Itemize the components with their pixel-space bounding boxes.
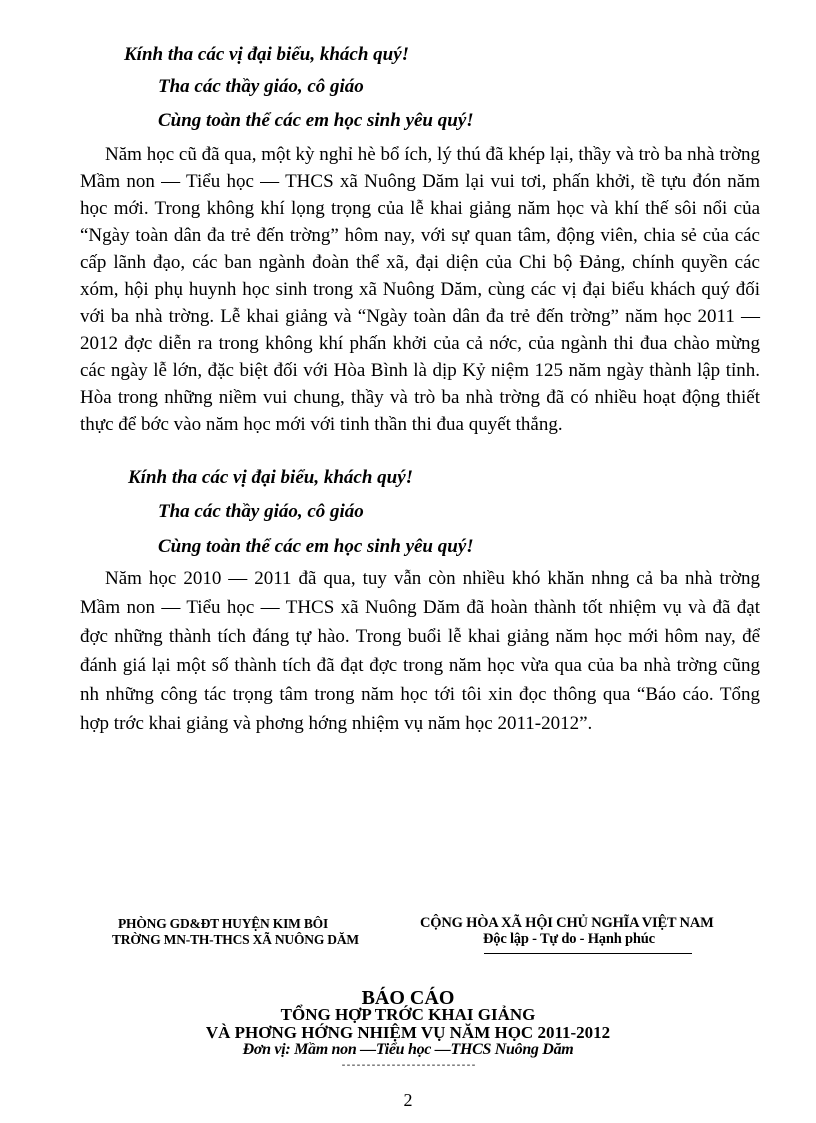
header-country: CỘNG HÒA XÃ HỘI CHỦ NGHĨA VIỆT NAM [420, 915, 714, 931]
greeting-students: Cùng toàn thể các em học sinh yêu quý! [158, 110, 474, 131]
greeting-guests: Kính tha các vị đại biểu, khách quý! [128, 467, 414, 488]
report-subtitle-1: TỔNG HỢP TRỚC KHAI GIẢNG [280, 1005, 536, 1024]
motto-underline [484, 953, 692, 954]
header-school: TRỜNG MN-TH-THCS XÃ NUÔNG DĂM [112, 932, 359, 947]
header-department: PHÒNG GD&ĐT HUYỆN KIM BÔI [118, 916, 329, 931]
greeting-students: Cùng toàn thể các em học sinh yêu quý! [158, 536, 474, 557]
report-subtitle-2: VÀ PHƠNG HỚNG NHIỆM VỤ NĂM HỌC 2011-2012 [205, 1023, 611, 1042]
paragraph-opening: Năm học cũ đã qua, một kỳ nghỉ hè bổ ích, lý thú đã khép lại, thầy và trò ba nhà trờng Mầm non — Tiểu học — THCS xã Nuông Dăm lại vui tơi, phấn khởi, tề tựu đón năm học mới. Trong không khí lọng trọng của lễ khai giảng năm học và khí thế sôi nổi của “Ngày toàn dân đa trẻ đến trờng” hôm nay, với sự quan tâm, động viên, chia sẻ của các cấp lãnh đạo, các ban ngành đoàn thể xã, đại diện của Chi bộ Đảng, chính quyền các xóm, hội phụ huynh học sinh trong xã Nuông Dăm, cùng các vị đại biểu khách quý đối với ba nhà trờng. Lễ khai giảng và “Ngày toàn dân đa trẻ đến trờng” năm học 2011 — 2012 đợc diễn ra trong không khí phấn khởi của cả nớc, của ngành thi đua chào mừng các ngày lễ lớn, đặc biệt đối với Hòa Bình là dịp Kỷ niệm 125 năm ngày thành lập tỉnh. Hòa trong những niềm vui chung, thầy và trò ba nhà trờng đã có nhiều hoạt động thiết thực để bớc vào năm học mới với tinh thần thi đua quyết thắng. [80, 144, 760, 435]
report-title: BÁO CÁO [361, 987, 455, 1009]
report-unit: Đơn vị: Mầm non —Tiểu học —THCS Nuông Dăm [242, 1041, 574, 1058]
paragraph-summary: Năm học 2010 — 2011 đã qua, tuy vẫn còn nhiều khó khăn nhng cả ba nhà trờng Mầm non — Tiểu học — THCS xã Nuông Dăm đã hoàn thành tốt nhiệm vụ và đã đạt đợc những thành tích đáng tự hào. Trong buổi lễ khai giảng năm học mới hôm nay, để đánh giá lại một số thành tích đã đạt đợc trong năm học vừa qua của ba nhà trờng cũng nh những công tác trọng tâm trong năm học tới tôi xin đọc thông qua “Báo cáo. Tổng hợp trớc khai giảng và phơng hớng nhiệm vụ năm học 2011-2012”. [80, 568, 760, 734]
greeting-teachers: Tha các thầy giáo, cô giáo [158, 501, 364, 522]
report-separator: --------------------------- [340, 1061, 476, 1072]
greeting-teachers: Tha các thầy giáo, cô giáo [158, 76, 364, 97]
header-motto: Độc lập - Tự do - Hạnh phúc [483, 931, 655, 947]
greeting-guests: Kính tha các vị đại biểu, khách quý! [124, 44, 410, 65]
page-number: 2 [403, 1090, 413, 1110]
